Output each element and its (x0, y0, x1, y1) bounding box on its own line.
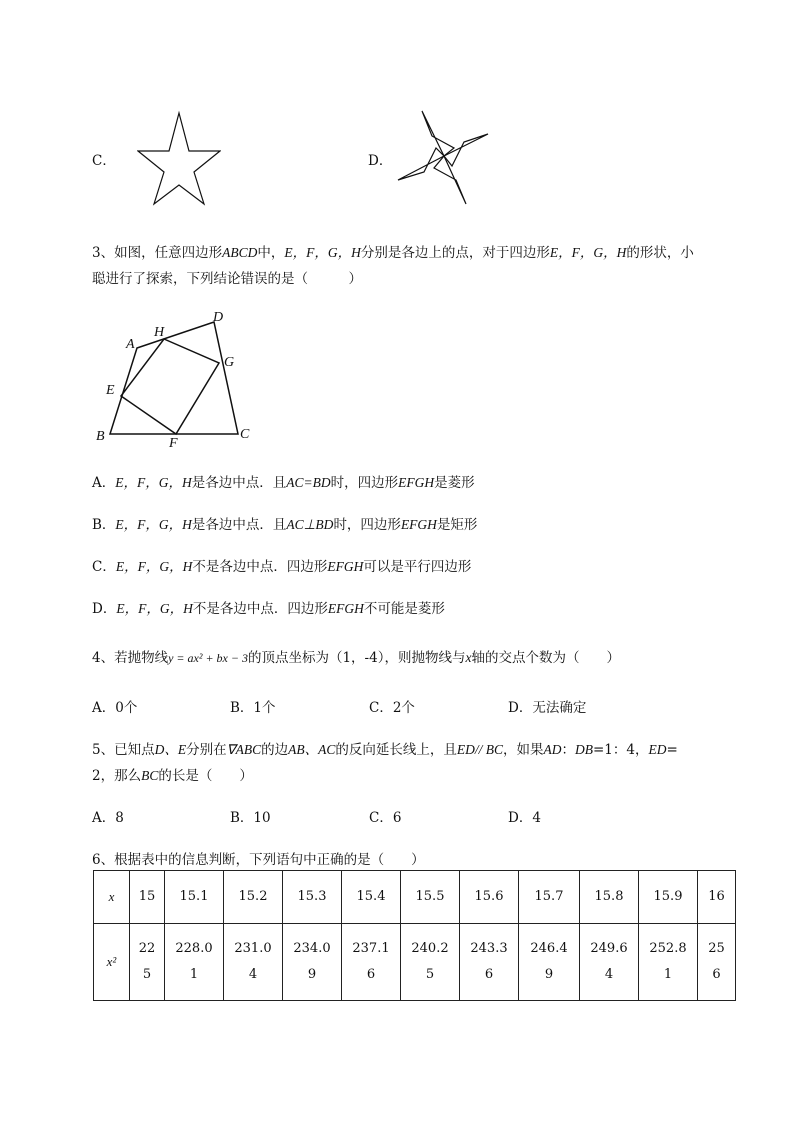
label-h: H (154, 325, 165, 340)
q5-option-a: A．8 (92, 810, 124, 826)
table-cell: 15 (130, 871, 165, 924)
table-row-x (94, 871, 736, 924)
table-cell: 22 5 (130, 924, 165, 1001)
table-cell: 234.0 9 (283, 924, 342, 1001)
q3-stem-line2: 聪进行了探索，下列结论错误的是（ ） (92, 271, 362, 287)
q3-option-b: B．E，F，G，H是各边中点．且AC⊥BD时，四边形EFGH是矩形 (92, 517, 478, 533)
q6-stem: 6、根据表中的信息判断，下列语句中正确的是（ ） (92, 852, 425, 868)
table-header-x-squared: x² (94, 924, 130, 1001)
table-cell: 25 6 (698, 924, 736, 1001)
q5-stem-line1: 5、已知点D、E分别在∇ABC的边AB、AC的反向延长线上，且ED// BC，如果AD：DB=1：4，ED= (92, 742, 678, 758)
table-cell: 231.0 4 (224, 924, 283, 1001)
label-g: G (224, 355, 235, 370)
table-cell: 237.1 6 (342, 924, 401, 1001)
q5-option-b: B．10 (230, 810, 271, 826)
squares-table (93, 870, 736, 1001)
table-cell: 249.6 4 (580, 924, 639, 1001)
q3-option-d: D．E，F，G，H不是各边中点．四边形EFGH不可能是菱形 (92, 601, 445, 617)
q4-option-a: A．0个 (92, 700, 138, 716)
q4-stem: 4、若抛物线y = ax² + bx − 3的顶点坐标为（1，-4），则抛物线与x轴的交点个数为（ ） (92, 650, 620, 666)
q2-option-d-label: D． (368, 153, 393, 169)
pinwheel-shape-icon (394, 108, 494, 208)
q5-stem-line2: 2，那么BC的长是（ ） (92, 768, 253, 784)
q3-option-a: A．E，F，G，H是各边中点．且AC=BD时，四边形EFGH是菱形 (92, 475, 475, 491)
table-cell: 15.2 (224, 871, 283, 924)
label-c: C (240, 427, 250, 442)
q4-option-d: D．无法确定 (508, 700, 587, 716)
q4-option-b: B．1个 (230, 700, 276, 716)
table-cell: 15.4 (342, 871, 401, 924)
table-cell: 16 (698, 871, 736, 924)
table-cell: 228.0 1 (165, 924, 224, 1001)
q4-option-c: C．2个 (369, 700, 415, 716)
label-f: F (169, 436, 178, 448)
q5-option-c: C．6 (369, 810, 402, 826)
table-cell: 15.3 (283, 871, 342, 924)
table-header-x: x (94, 871, 130, 924)
table-cell: 15.6 (460, 871, 519, 924)
q2-option-c-label: C． (92, 153, 116, 169)
q5-option-d: D．4 (508, 810, 541, 826)
table-cell: 252.8 1 (639, 924, 698, 1001)
star-shape-icon (137, 110, 221, 206)
table-cell: 15.8 (580, 871, 639, 924)
label-a: A (126, 337, 135, 352)
table-cell: 15.7 (519, 871, 580, 924)
table-cell: 240.2 5 (401, 924, 460, 1001)
table-cell: 243.3 6 (460, 924, 519, 1001)
q3-stem-line1: 3、如图，任意四边形ABCD中，E，F，G，H分别是各边上的点，对于四边形E，F，G，H的形状，小 (92, 245, 694, 261)
label-d: D (213, 310, 224, 325)
table-cell: 15.1 (165, 871, 224, 924)
table-cell: 15.5 (401, 871, 460, 924)
table-cell: 15.9 (639, 871, 698, 924)
table-row-x-squared (94, 924, 736, 1001)
table-cell: 246.4 9 (519, 924, 580, 1001)
label-b: B (96, 429, 105, 444)
q3-option-c: C．E，F，G，H不是各边中点．四边形EFGH可以是平行四边形 (92, 559, 472, 575)
label-e: E (106, 383, 115, 398)
quadrilateral-figure (92, 306, 262, 448)
